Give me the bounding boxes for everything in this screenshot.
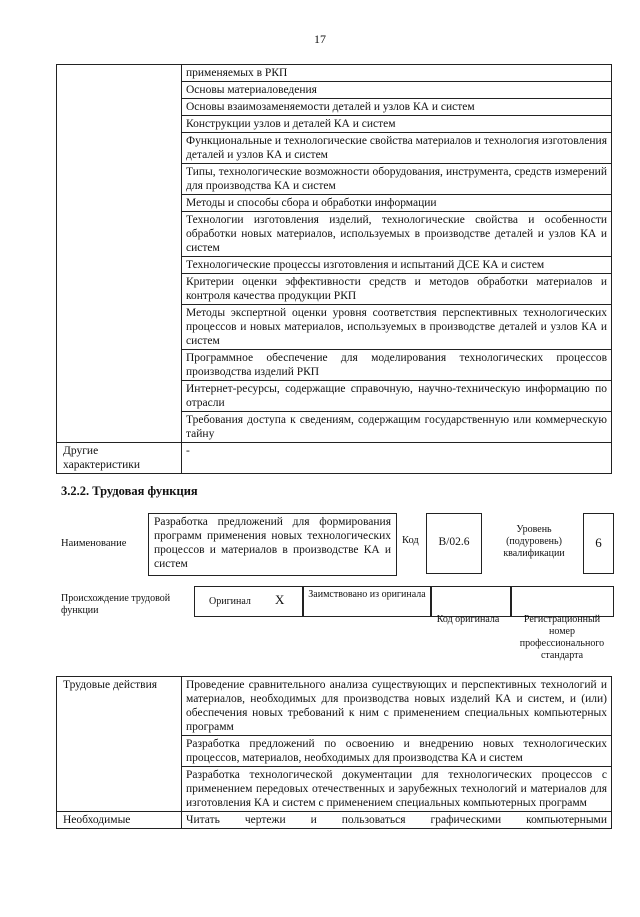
labor-actions-label: Трудовые действия — [57, 677, 182, 812]
function-code-box: B/02.6 — [426, 513, 482, 574]
skills-row — [57, 812, 612, 829]
knowledge-item: Методы экспертной оценки уровня соответствия перспективных технологических процессов и новых материалов, используемых в производстве деталей и узлов КА и систем — [182, 305, 612, 350]
knowledge-item: Конструкции узлов и деталей КА и систем — [182, 116, 612, 133]
reg-caption: Регистрационный номер профессионального стандарта — [519, 614, 605, 661]
knowledge-item: Типы, технологические возможности оборудования, инструмента, средств измерений для производства КА и систем — [182, 164, 612, 195]
borrowed-label: Заимствовано из оригинала — [308, 589, 426, 600]
knowledge-label-cell — [57, 65, 182, 443]
page-number: 17 — [314, 32, 326, 46]
knowledge-item: Функциональные и технологические свойства материалов и технология изготовления деталей и узлов КА и систем — [182, 133, 612, 164]
original-mark: X — [275, 592, 285, 607]
knowledge-item: Программное обеспечение для моделирования технологических процессов производства изделий РКП — [182, 350, 612, 381]
other-characteristics-label: Другие характеристики — [57, 443, 182, 474]
level-label: Уровень (подуровень) квалификации — [503, 524, 565, 559]
skills-item: Читать чертежи и пользоваться графическими компьютерными — [182, 812, 612, 829]
code-label: Код — [402, 535, 419, 546]
knowledge-item: Критерии оценки эффективности средств и методов обработки материалов и контроля качества продукции РКП — [182, 274, 612, 305]
knowledge-item: Интернет-ресурсы, содержащие справочную, научно-техническую информацию по отрасли — [182, 381, 612, 412]
name-label: Наименование — [61, 538, 127, 549]
knowledge-item: Технологические процессы изготовления и испытаний ДСЕ КА и систем — [182, 257, 612, 274]
other-characteristics-value: - — [182, 443, 612, 474]
section-title: 3.2.2. Трудовая функция — [61, 484, 198, 498]
function-name-box: Разработка предложений для формирования программ применения новых технологических процессов и материалов в производстве КА и систем — [148, 513, 397, 576]
labor-action-row — [57, 677, 612, 736]
other-characteristics-row — [57, 443, 612, 474]
skills-label: Необходимые — [57, 812, 182, 829]
knowledge-item: Технологии изготовления изделий, технологические свойства и особенности обработки новых материалов, используемых в производстве деталей и узлов КА и систем — [182, 212, 612, 257]
knowledge-table — [56, 64, 612, 474]
knowledge-row — [57, 65, 612, 82]
origin-label: Происхождение трудовой функции — [61, 593, 171, 616]
knowledge-item: Основы материаловедения — [182, 82, 612, 99]
knowledge-item: Методы и способы сбора и обработки информации — [182, 195, 612, 212]
knowledge-item: применяемых в РКП — [182, 65, 612, 82]
labor-action-item: Разработка предложений по освоению и внедрению новых технологических процессов, материалов, необходимых для производства КА и систем — [182, 736, 612, 767]
code-caption: Код оригинала — [436, 614, 500, 625]
origin-code-cell — [430, 586, 512, 617]
origin-borrowed-cell — [302, 586, 432, 617]
original-label: Оригинал — [209, 596, 251, 607]
level-value-box: 6 — [583, 513, 614, 574]
knowledge-item: Требования доступа к сведениям, содержащим государственную или коммерческую тайну — [182, 412, 612, 443]
origin-original-cell — [194, 586, 304, 617]
origin-reg-cell — [510, 586, 614, 617]
labor-action-item: Проведение сравнительного анализа существующих и перспективных технологий и материалов, необходимых для производства новых изделий КА и систем, и (или) обеспечения новых требований к ним с применением специальных компьютерных программ — [182, 677, 612, 736]
knowledge-item: Основы взаимозаменяемости деталей и узлов КА и систем — [182, 99, 612, 116]
labor-action-item: Разработка технологической документации для технологических процессов с применением передовых отечественных и зарубежных технологий и материалов для изготовления КА и систем с применением специальных компьютерных программ — [182, 767, 612, 812]
labor-actions-table — [56, 676, 612, 829]
